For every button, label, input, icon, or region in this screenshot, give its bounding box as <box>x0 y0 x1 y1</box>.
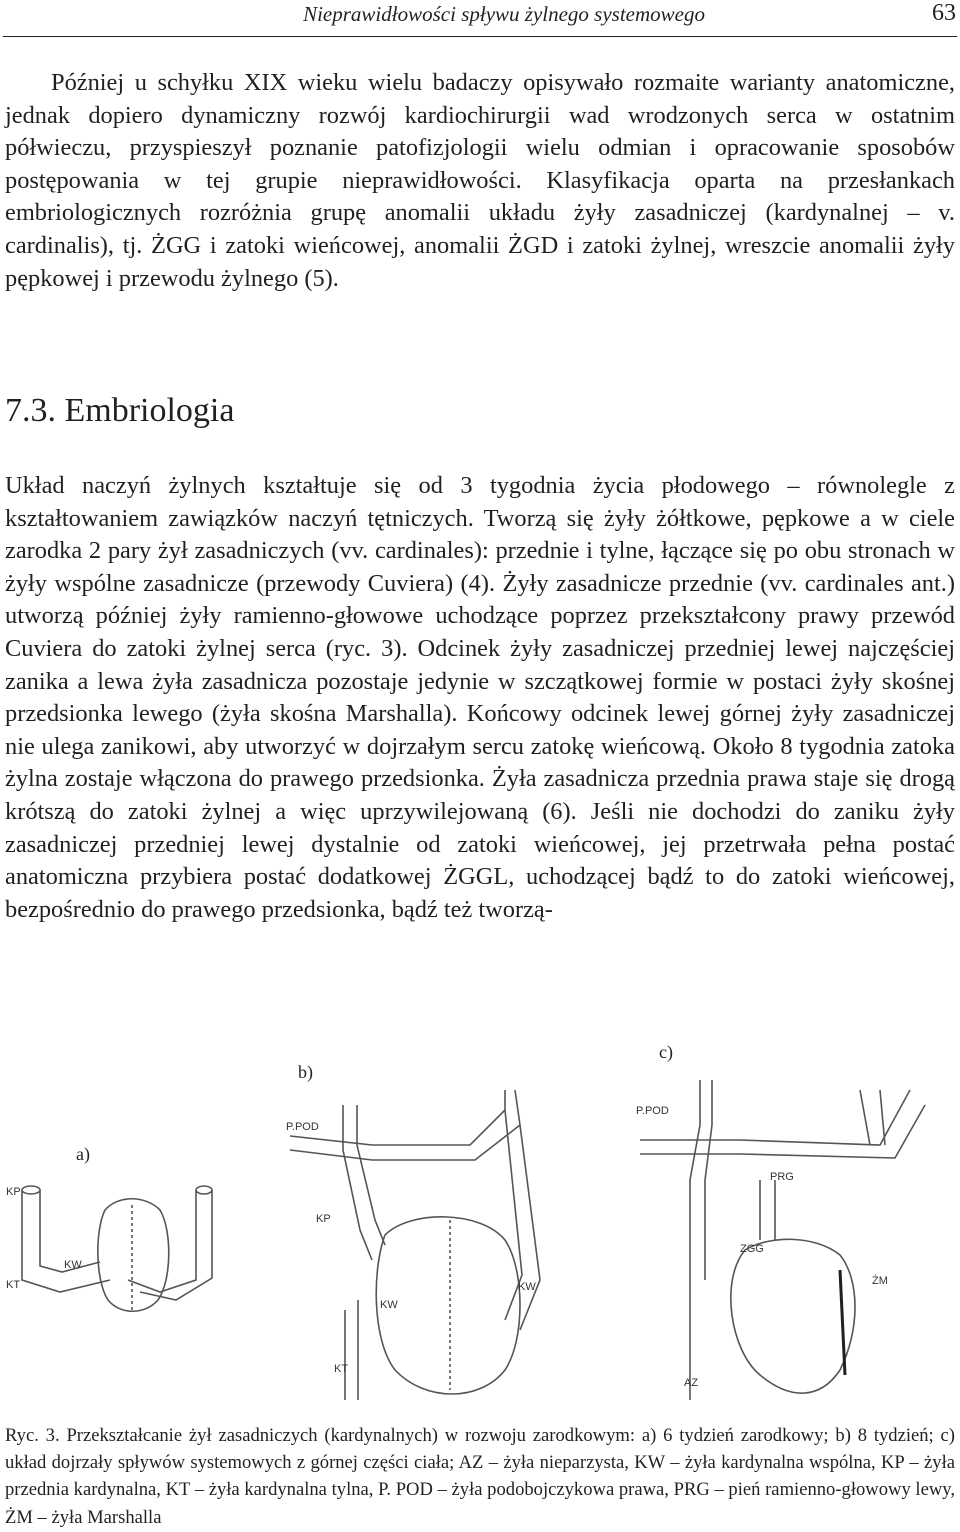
figure-drawing <box>0 1030 960 1410</box>
tag-ppod: P.POD <box>286 1121 319 1133</box>
tag-az: AZ <box>684 1377 699 1389</box>
vessel-c1 <box>690 1080 700 1400</box>
vessel-c5 <box>860 1090 885 1145</box>
vessel-right-inner <box>140 1190 212 1300</box>
tag-ppod: P.POD <box>636 1105 669 1117</box>
vessel-opening <box>22 1186 40 1194</box>
section-heading: 7.3. Embriologia <box>5 392 235 429</box>
tag-kt: KT <box>334 1363 349 1375</box>
panel-b <box>286 1062 540 1400</box>
heart-c <box>731 1239 855 1393</box>
marshall-vein <box>840 1270 845 1375</box>
panel-a-label: a) <box>76 1144 90 1164</box>
vessel-b7 <box>345 1300 358 1400</box>
page-header <box>0 0 960 40</box>
tag-kw: KW <box>518 1281 536 1293</box>
heart-primordium <box>98 1199 169 1312</box>
tag-prg: PRG <box>770 1171 794 1183</box>
tag-kp: KP <box>316 1213 331 1225</box>
vessel-c6 <box>760 1180 775 1240</box>
tag-zm: ŻM <box>872 1275 888 1287</box>
page-number: 63 <box>932 0 956 26</box>
figure-caption: Ryc. 3. Przekształcanie żył zasadniczych (kardynalnych) w rozwoju zarodkowym: a) 6 tydzień zarodkowy; b) 8 tydzień; c) układ dojrzały spływów systemowych z górnej części ciała; AZ – żyła nieparzysta, KW – żyła kardynalna wspólna, KP – żyła przednia kardynalna, KT – żyła kardynalna tylna, P. POD – żyła podobojczykowa prawa, PRG – pień ramienno-głowowy lewy, ŻM – żyła Marshalla <box>5 1425 955 1528</box>
vessel-b4 <box>290 1110 505 1145</box>
paragraph-intro-text: Później u schyłku XIX wieku wielu badaczy opisywało rozmaite warianty anatomiczne, jednak dopiero dynamiczny rozwój kardiochirurgii wad wrodzonych serca w ostatnim półwieczu, przyspieszył poznanie patofizjologii wielu odmian i opracowanie sposobów postępowania w tej grupie nieprawidłowości. Klasyfikacja oparta na przesłankach embriologicznych rozróżnia grupę anomalii układu żyły zasadniczej (kardynalnej – v. cardinalis), tj. ŻGG i zatoki wieńcowej, anomalii ŻGD i zatoki żylnej, wreszcie anomalii żyły pępkowej i przewodu żylnego (5). <box>5 69 955 292</box>
vessel-b2 <box>357 1105 385 1245</box>
tag-kw: KW <box>380 1299 398 1311</box>
header-rule <box>3 36 957 37</box>
running-title: Nieprawidłowości spływu żylnego systemowego <box>303 2 705 26</box>
panel-b-label: b) <box>298 1062 313 1082</box>
panel-c <box>636 1042 925 1400</box>
panel-a <box>6 1144 212 1311</box>
panel-c-label: c) <box>659 1042 673 1062</box>
vessel-c2 <box>705 1080 712 1280</box>
vessel-left-outer <box>22 1190 110 1292</box>
tag-zgg: ZGG <box>740 1243 764 1255</box>
vessel-opening <box>196 1186 212 1194</box>
tag-kw: KW <box>64 1259 82 1271</box>
vessel-c3 <box>640 1090 910 1145</box>
vessel-right-outer <box>128 1190 196 1292</box>
tag-kp: KP <box>6 1186 21 1198</box>
paragraph-intro <box>5 67 955 295</box>
tag-kt: KT <box>6 1279 21 1291</box>
paragraph-embriologia: Układ naczyń żylnych kształtuje się od 3 tygodnia życia płodowego – równolegle z kształtowaniem zawiązków naczyń tętniczych. Tworzą się żyły żółtkowe, pępkowe a w ciele zarodka 2 pary żył zasadniczych (vv. cardinales): przednie i tylne, łączące się po obu stronach w żyły wspólne zasadnicze (przewody Cuviera) (4). Żyły zasadnicze przednie (vv. cardinales ant.) utworzą później żyły ramienno-głowowe uchodzące poprzez przekształcony prawy przewód Cuviera do zatoki żylnej serca (ryc. 3). Odcinek żyły zasadniczej przedniej lewej najczęściej zanika a lewa żyła zasadnicza pozostaje jedynie w szczątkowej formie w postaci żyły skośnej przedsionka lewego (żyła skośna Marshalla). Końcowy odcinek lewej górnej żyły zasadniczej nie ulega zanikowi, aby utworzyć w dojrzałym sercu zatokę wieńcową. Około 8 tygodnia zatoka żylna zostaje włączona do prawego przedsionka. Żyła zasadnicza przednia prawa staje się drogą krótszą do zatoki żylnej a więc uprzywilejowaną (6). Jeśli nie dochodzi do zaniku żyły zasadniczej przedniej lewej dystalnie od zatoki wieńcowej, jej przetrwała pełna postać anatomiczna przybiera postać dodatkowej ŻGGL, uchodzącej bądź to do zatoki wieńcowej, bezpośrednio do prawego przedsionka, bądź też tworzą- <box>5 472 955 923</box>
figure-3 <box>0 1030 960 1410</box>
heart-b <box>376 1217 520 1394</box>
